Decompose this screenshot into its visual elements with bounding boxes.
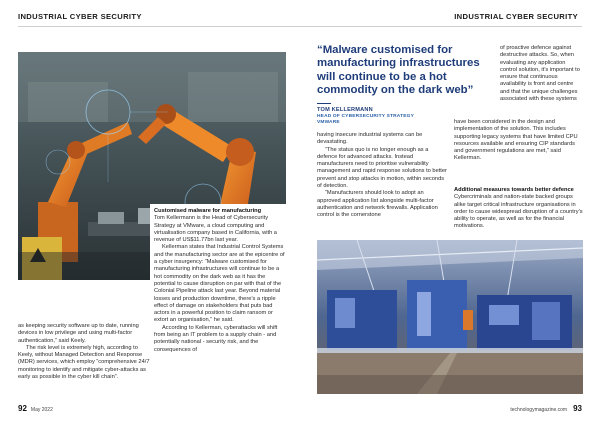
paragraph: having insecure industrial systems can be devastating. [317, 132, 423, 146]
subheading-additional-measures: Additional measures towards better defence [454, 187, 574, 193]
page-number-right: 93 [573, 404, 582, 413]
issue-date: May 2022 [30, 407, 53, 413]
paragraph: “The status quo is no longer enough as a defence for advanced attacks. Instead manufacturers need to prioritise vulnerability management and rapid response solutions to better prevent and stop attacks in motion, within seconds of detection. [317, 146, 447, 190]
header-divider [18, 26, 582, 27]
article-column-c [317, 132, 447, 220]
page-number-left: 92 [18, 404, 27, 413]
factory-interior-photo [317, 240, 583, 394]
running-header-left: INDUSTRIAL CYBER SECURITY [18, 12, 142, 21]
paragraph: The risk level is extremely high, according to Keely, without Managed Detection and Response (MDR) services, which employ “comprehensive 24/7 monitoring to identify and mitigate cyber-attacks as early as possible in the cyber kill chain”. [18, 344, 150, 381]
site-url[interactable]: technologymagazine.com [510, 407, 568, 413]
paragraph: Kellerman states that Industrial Control Systems and the manufacturing sector are at the epicentre of a cyber insurgency: “Malware customised for manufacturing infrastructures will continue to be a hot commodity on the dark web as it has the potential to cause disruption on par with that of the Colonial Pipeline attack last year. Beyond material losses and production downtime, there’s a ripple effect of damage on stakeholders that puts bad actors in a powerful position to claim ransom or extort an organisation,” he said. [154, 244, 285, 324]
article-column-d-mid: have been considered in the design and implementation of the solution. This includes supporting legacy systems that have limited CPU resources available and ensuring CIP standards and government regulations are met,” said Kellerman. [454, 119, 578, 162]
quote-divider [317, 103, 331, 104]
quote-attribution-name: TOM KELLERMANN [317, 107, 373, 113]
footer-right [510, 404, 582, 413]
article-column-a [18, 323, 150, 381]
quote-attribution-title: HEAD OF CYBERSECURITY STRATEGY VMWARE [317, 114, 414, 125]
paragraph: as keeping security software up to date, running devices in low privilege and using multi-factor authentication,” said Keely. [18, 323, 139, 344]
paragraph: Cybercriminals and nation-state backed groups alike target critical infrastructure organisations in order to cause widespread disruption of a country’s ability to operate, as well as for the financial motivations. [454, 194, 583, 230]
paragraph: Tom Kellermann is the Head of Cybersecurity Strategy at VMware, a cloud computing and virtualisation company based in California, with a revenue of US$11.77bn last year. [154, 215, 277, 244]
pull-quote: “Malware customised for manufacturing infrastructures will continue to be a hot commodity on the dark web” [317, 44, 480, 97]
paragraph: According to Kellerman, cyberattacks will shift from being an IT problem to a supply chain - and potentially national - security risk, and the consequences of [154, 324, 278, 353]
article-column-d-top: of proactive defence against destructive attacks. So, when evaluating any application control solution, it’s important to ensure that continuous availability is front and centre and that the unique challenges associated with these systems [500, 45, 580, 103]
article-column-b [154, 208, 288, 354]
paragraph: “Manufacturers should look to adopt an approved application list alongside multi-factor authentication and network firewalls. Application control is the cornerstone [317, 190, 438, 219]
footer-left [18, 404, 53, 413]
article-column-d [454, 187, 584, 231]
running-header-right: INDUSTRIAL CYBER SECURITY [454, 12, 578, 21]
factory-illustration [317, 240, 583, 394]
subheading-customised-malware: Customised malware for manufacturing [154, 208, 262, 214]
